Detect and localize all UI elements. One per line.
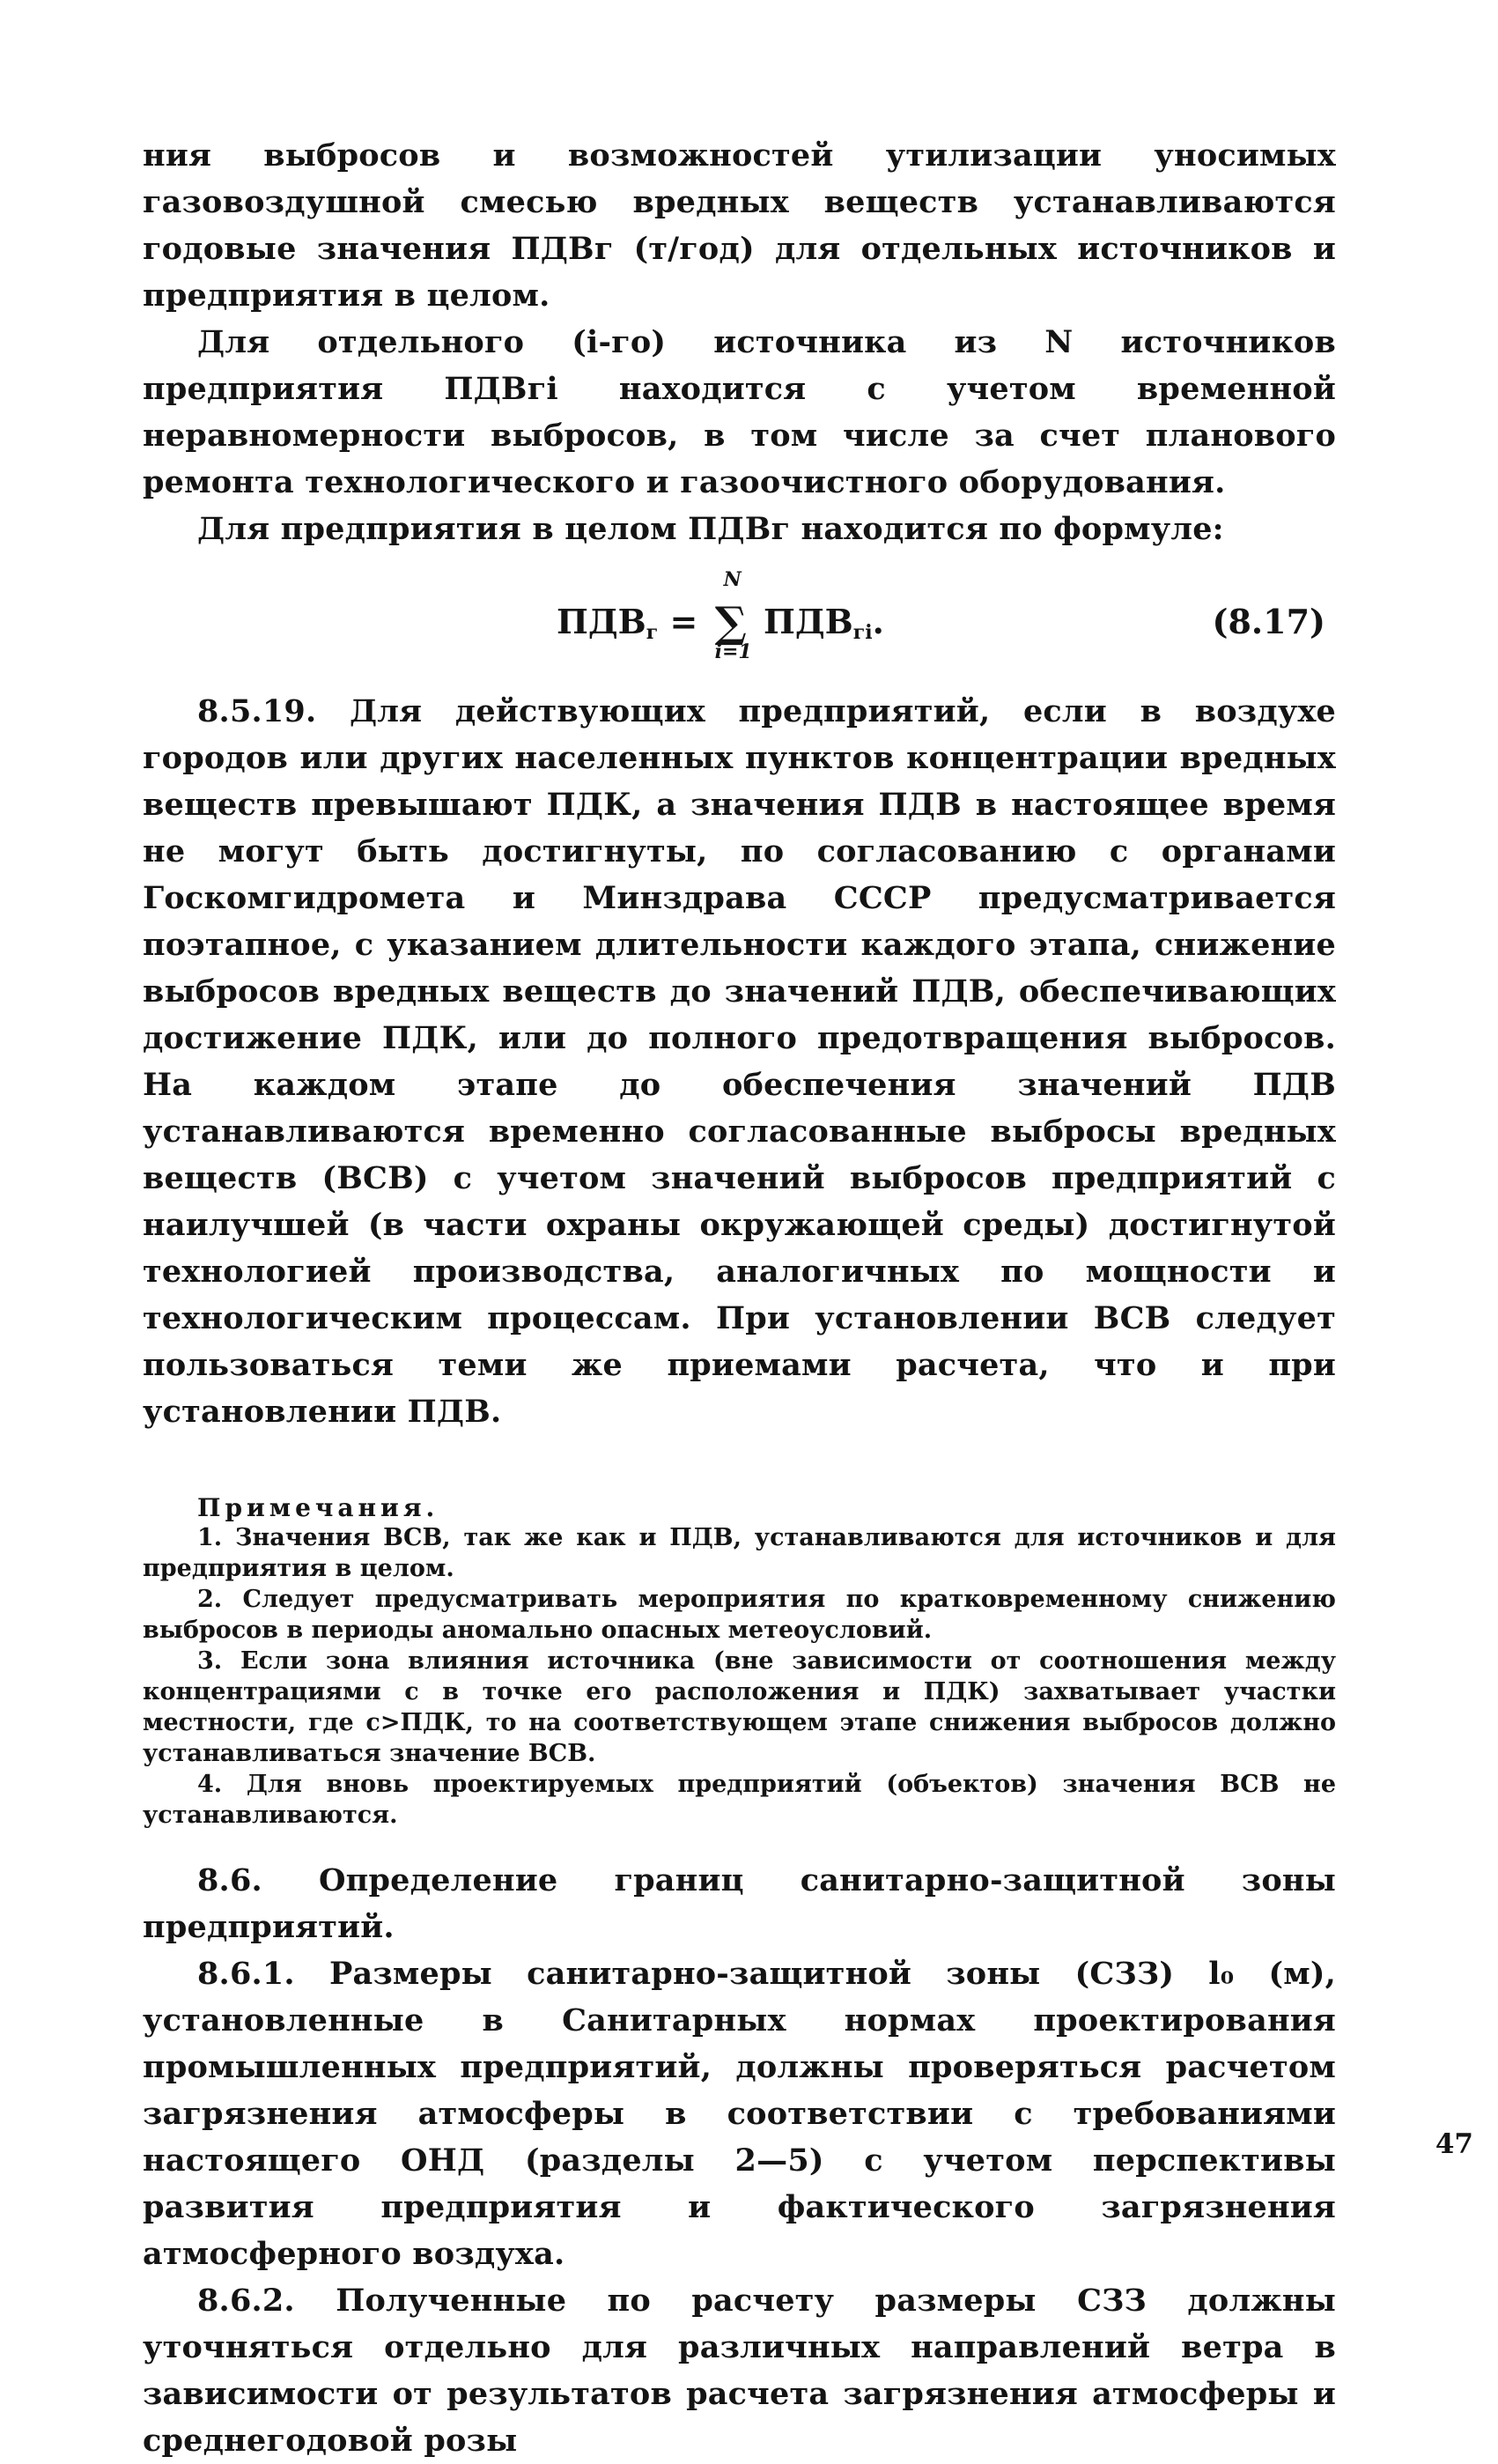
paragraph-8-6-2: 8.6.2. Полученные по расчету размеры СЗЗ должны уточняться отдельно для различных направлений ветра в зависимости от результатов расчета загрязнения атмосферы и среднегодовой розы (143, 2283, 1336, 2459)
formula-rhs: ПДВ (751, 602, 853, 641)
formula-expression (557, 568, 884, 663)
summation-sign (714, 568, 752, 663)
note-4: 4. Для вновь проектируемых предприятий (объектов) значения ВСВ не устанавливаются. (143, 1771, 1336, 1829)
paragraph-continuation: ния выбросов и возможностей утилизации уносимых газовоздушной смесью вредных веществ устанавливаются годовые значения ПДВг (т/год) для отдельных источников и предприятия в целом. (143, 137, 1336, 314)
formula-lhs: ПДВ (557, 602, 646, 641)
note-3: 3. Если зона влияния источника (вне зависимости от соотношения между концентрациями c в точке его расположения и ПДК) захватывает участки местности, где c>ПДК, то на соответствующем этапе снижения выбросов должно устанавливаться значение ВСВ. (143, 1647, 1336, 1767)
formula-rhs-subscript: гi (852, 621, 873, 644)
note-1: 1. Значения ВСВ, так же как и ПДВ, устанавливаются для источников и для предприятия в целом. (143, 1524, 1336, 1582)
formula-8-17 (143, 556, 1336, 688)
formula-lhs-subscript: г (646, 621, 659, 644)
formula-number: (8.17) (1212, 602, 1325, 641)
summation-symbol: ∑ (714, 598, 747, 647)
summation-upper-limit: N (723, 568, 742, 591)
note-2: 2. Следует предусматривать мероприятия по кратковременному снижению выбросов в периоды аномально опасных метеоусловий. (143, 1586, 1336, 1644)
formula-equals: = (658, 602, 710, 641)
notes-heading: Примечания. (197, 1493, 439, 1522)
summation-lower-limit: i=1 (714, 640, 752, 663)
paragraph-8-5-19: 8.5.19. Для действующих предприятий, если в воздухе городов или других населенных пунктов концентрации вредных веществ превышают ПДК, а значения ПДВ в настоящее время не могут быть достигнуты, по согласованию с органами Госкомгидромета и Минздрава СССР предусматривается поэтапное, с указанием длительности каждого этапа, снижение выбросов вредных веществ до значений ПДВ, обеспечивающих достижение ПДК, или до полного предотвращения выбросов. На каждом этапе до обеспечения значений ПДВ устанавливаются временно согласованные выбросы вредных веществ (ВСВ) с учетом значений выбросов предприятий с наилучшей (в части охраны окружающей среды) достигнутой технологией производства, аналогичных по мощности и технологическим процессам. При установлении ВСВ следует пользоваться теми же приемами расчета, что и при установлении ПДВ. (143, 693, 1336, 1430)
paragraph-source-limit: Для отдельного (i-го) источника из N источников предприятия ПДВгi находится с учетом временной неравномерности выбросов, в том числе за счет планового ремонта технологического и газоочистного оборудования. (143, 324, 1336, 500)
document-page (143, 132, 1336, 2459)
paragraph-8-6-1: 8.6.1. Размеры санитарно-защитной зоны (СЗЗ) l₀ (м), установленные в Санитарных нормах проектирования промышленных предприятий, должны проверяться расчетом загрязнения атмосферы в соответствии с требованиями настоящего ОНД (разделы 2—5) с учетом перспективы развития предприятия и фактического загрязнения атмосферного воздуха. (143, 1956, 1336, 2272)
section-heading-8-6: 8.6. Определение границ санитарно-защитной зоны предприятий. (143, 1862, 1336, 1945)
formula-end: . (872, 602, 884, 641)
paragraph-formula-intro: Для предприятия в целом ПДВг находится по формуле: (197, 511, 1224, 547)
page-number: 47 (1435, 2128, 1473, 2160)
